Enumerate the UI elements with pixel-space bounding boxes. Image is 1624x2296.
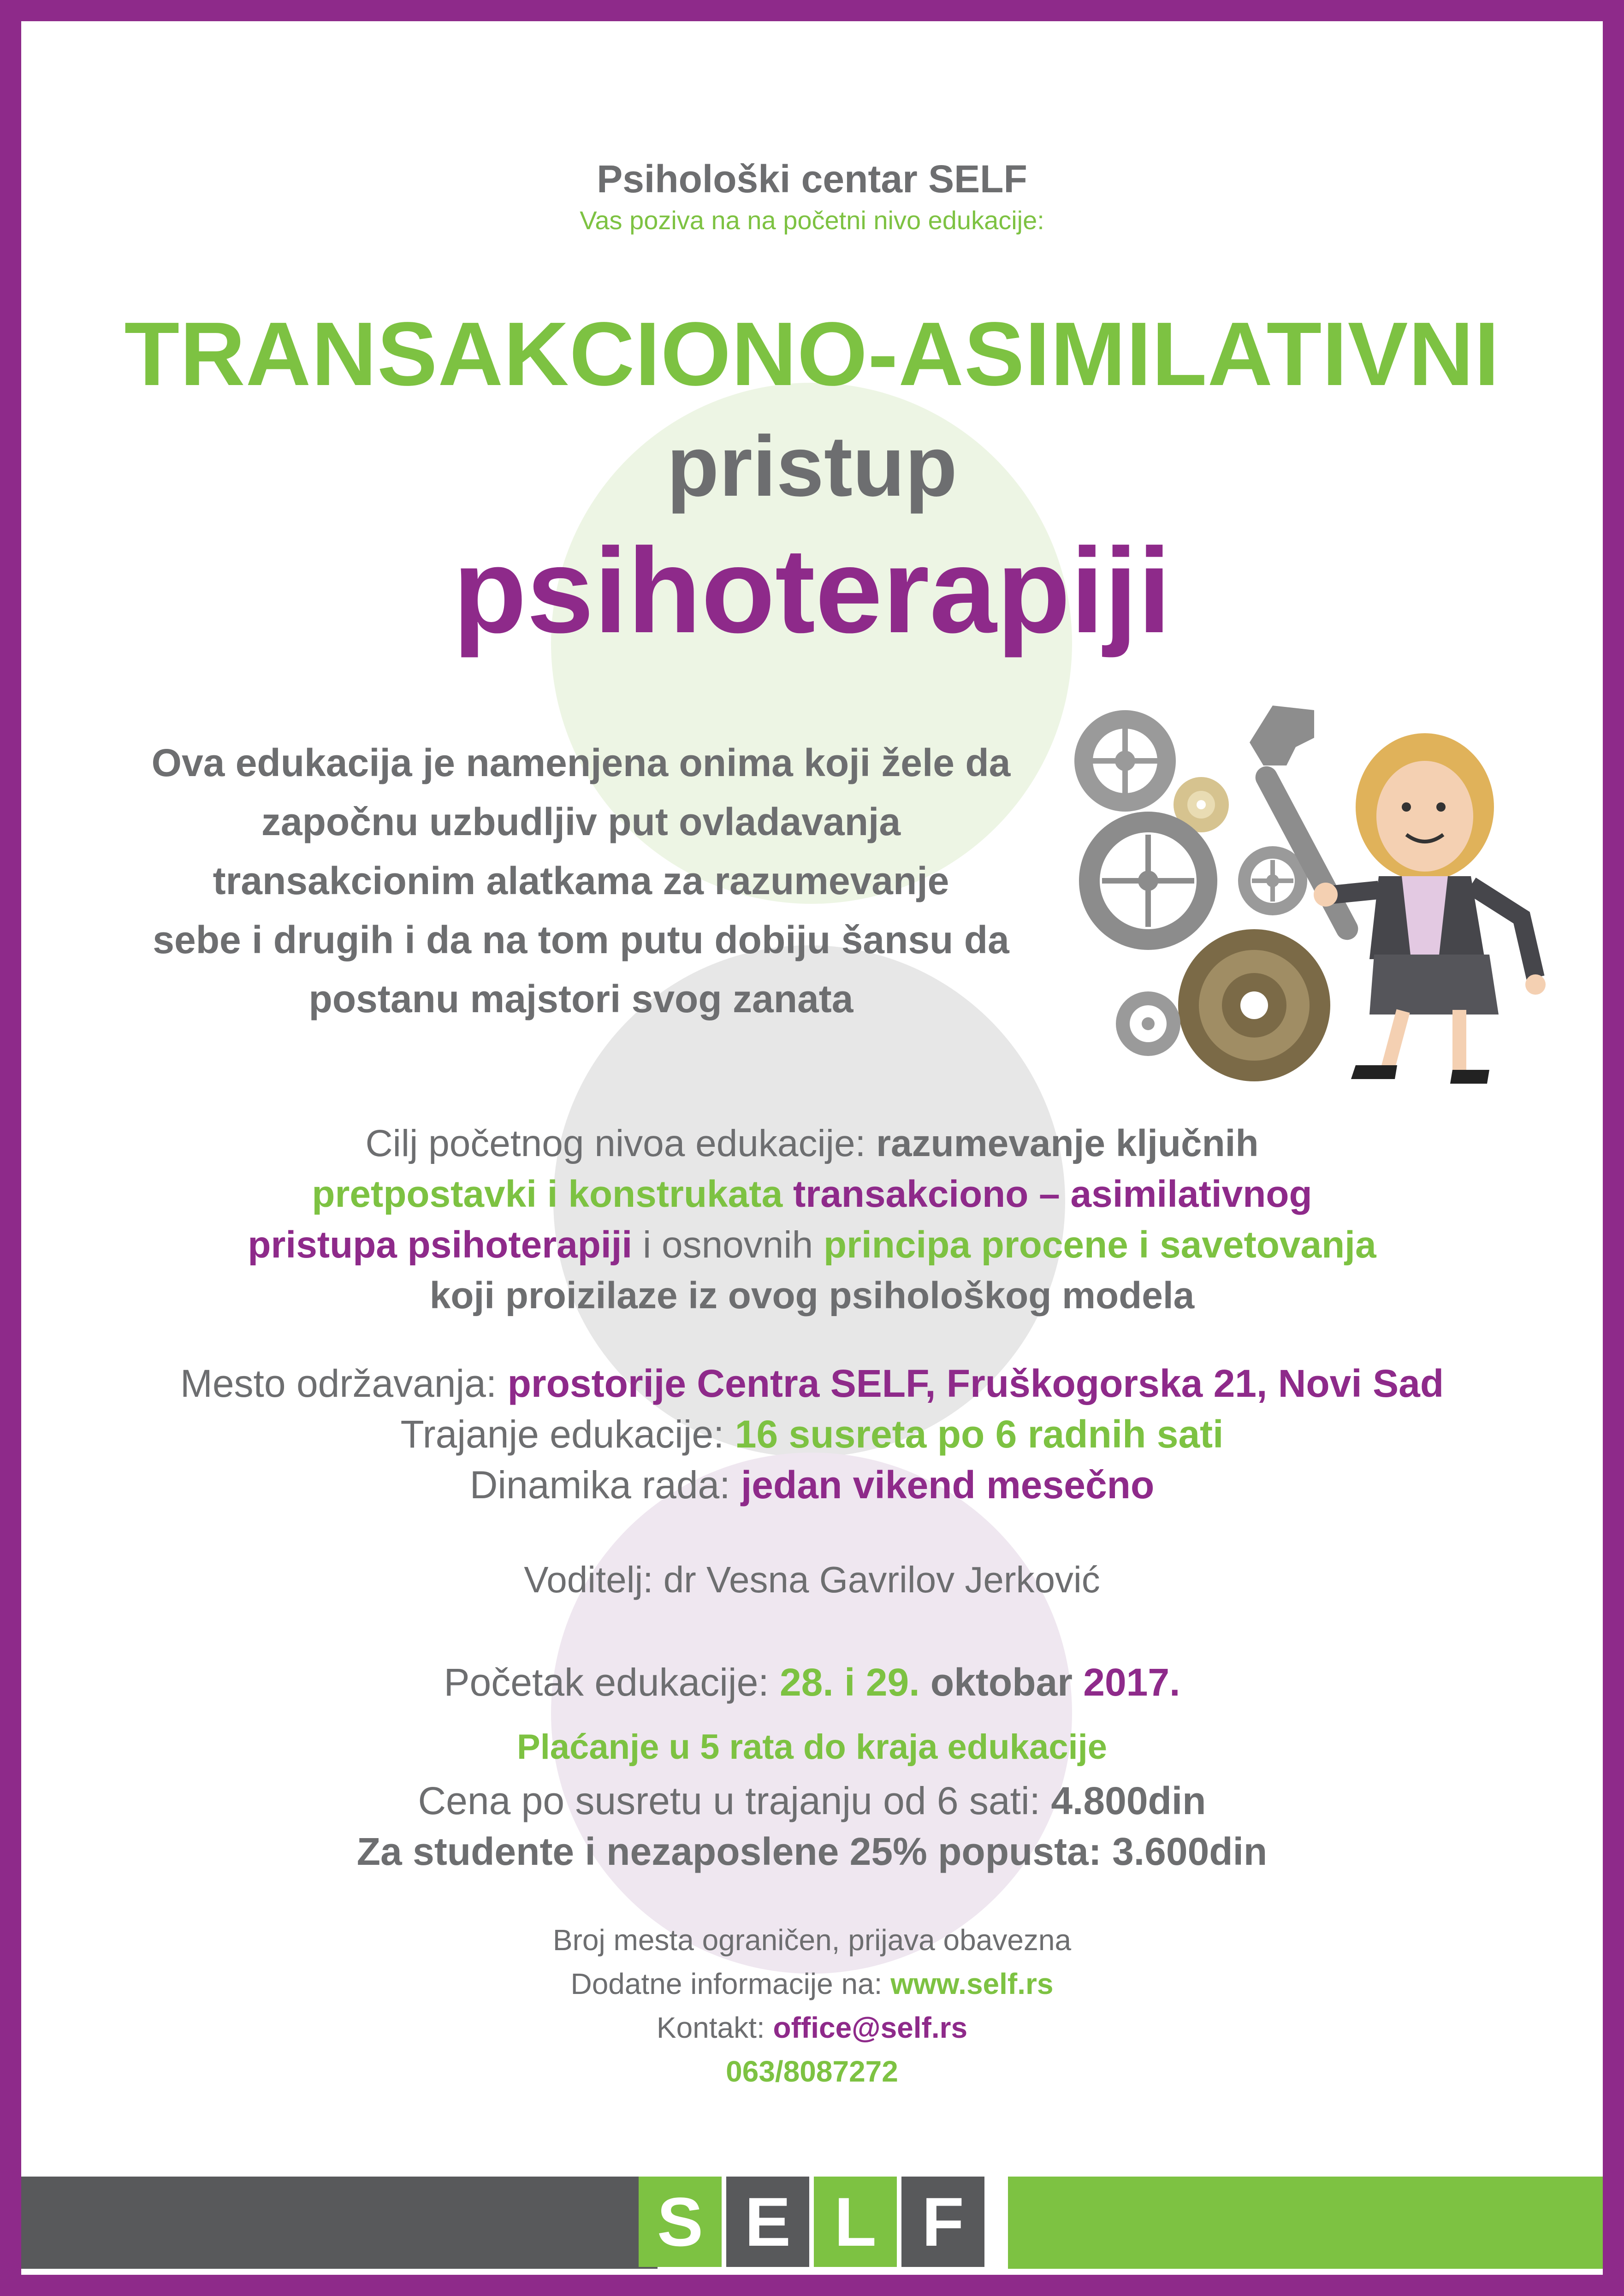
title-line-1: TRANSAKCIONO-ASIMILATIVNI bbox=[124, 303, 1500, 404]
installments-text: Plaćanje u 5 rata do kraja edukacije bbox=[517, 1727, 1107, 1767]
contact-label: Kontakt: bbox=[656, 2011, 773, 2044]
location-value: prostorije Centra SELF, Fruškogorska 21, Novi Sad bbox=[507, 1362, 1444, 1405]
intro-paragraph bbox=[120, 733, 1042, 1028]
invitation-text: Vas poziva na na početni nivo edukacije: bbox=[580, 206, 1044, 235]
contact-info bbox=[0, 1918, 1624, 2094]
footer-bar-right bbox=[1008, 2177, 1603, 2269]
pricing bbox=[0, 1775, 1624, 1877]
logo-letter: E bbox=[726, 2177, 809, 2267]
start-month: oktobar bbox=[919, 1661, 1084, 1704]
title-line-3: psihoterapiji bbox=[453, 523, 1171, 658]
intro-line: postanu majstori svog zanata bbox=[308, 977, 853, 1020]
info-label: Dodatne informacije na: bbox=[570, 1967, 891, 2000]
goal-text: transakciono – asimilativnog bbox=[782, 1173, 1312, 1215]
intro-line: započnu uzbudljiv put ovladavanja bbox=[261, 800, 901, 843]
organization-name: Psihološki centar SELF bbox=[597, 157, 1027, 201]
goal-text: koji proizilaze iz ovog psihološkog modela bbox=[429, 1275, 1195, 1317]
goal-text: pristupa psihoterapiji bbox=[248, 1224, 633, 1266]
location-label: Mesto održavanja: bbox=[180, 1362, 508, 1405]
price-value: 4.800din bbox=[1051, 1779, 1206, 1822]
gear-icon bbox=[1116, 991, 1180, 1056]
duration-value: 16 susreta po 6 radnih sati bbox=[735, 1412, 1224, 1456]
dynamics-value: jedan vikend mesečno bbox=[741, 1463, 1155, 1507]
discount-text: Za studente i nezaposlene 25% popusta: 3.600din bbox=[356, 1830, 1268, 1873]
logo-letter: S bbox=[639, 2177, 722, 2267]
title-line-2: pristup bbox=[666, 419, 958, 514]
start-days: 28. i 29. bbox=[779, 1661, 920, 1704]
logo-letter: L bbox=[814, 2177, 897, 2267]
limited-places-text: Broj mesta ograničen, prijava obavezna bbox=[552, 1923, 1072, 1957]
self-logo bbox=[639, 2177, 994, 2269]
intro-line: transakcionim alatkama za razumevanje bbox=[213, 859, 949, 902]
businesswoman-gears-illustration bbox=[1056, 701, 1563, 1093]
intro-line: sebe i drugih i da na tom putu dobiju šansu da bbox=[153, 918, 1009, 961]
gear-icon bbox=[1178, 929, 1330, 1081]
leader-text: Voditelj: dr Vesna Gavrilov Jerković bbox=[524, 1559, 1100, 1600]
price-label: Cena po susretu u trajanju od 6 sati: bbox=[418, 1779, 1051, 1822]
event-details bbox=[0, 1358, 1624, 1510]
footer-bar-left bbox=[21, 2177, 658, 2269]
dynamics-label: Dinamika rada: bbox=[469, 1463, 741, 1507]
education-goal bbox=[0, 1118, 1624, 1321]
start-year: 2017. bbox=[1083, 1661, 1180, 1704]
goal-text: pretpostavki i konstrukata bbox=[312, 1173, 783, 1215]
goal-text: i osnovnih bbox=[632, 1224, 824, 1266]
start-label: Početak edukacije: bbox=[444, 1661, 780, 1704]
goal-text: principa procene i savetovanja bbox=[824, 1224, 1376, 1266]
gear-icon bbox=[1074, 710, 1176, 812]
decorative-circle-lilac bbox=[551, 1453, 1072, 1974]
logo-letter: F bbox=[901, 2177, 984, 2267]
goal-text: razumevanje ključnih bbox=[876, 1122, 1259, 1164]
intro-line: Ova edukacija je namenjena onima koji žele da bbox=[151, 741, 1011, 784]
gear-icon bbox=[1079, 812, 1217, 950]
phone-number[interactable]: 063/8087272 bbox=[726, 2055, 898, 2088]
start-date bbox=[0, 1660, 1624, 1705]
website-link[interactable]: www.self.rs bbox=[890, 1967, 1054, 2000]
email-link[interactable]: office@self.rs bbox=[773, 2011, 968, 2044]
duration-label: Trajanje edukacije: bbox=[400, 1412, 735, 1456]
goal-label: Cilj početnog nivoa edukacije: bbox=[365, 1122, 877, 1164]
